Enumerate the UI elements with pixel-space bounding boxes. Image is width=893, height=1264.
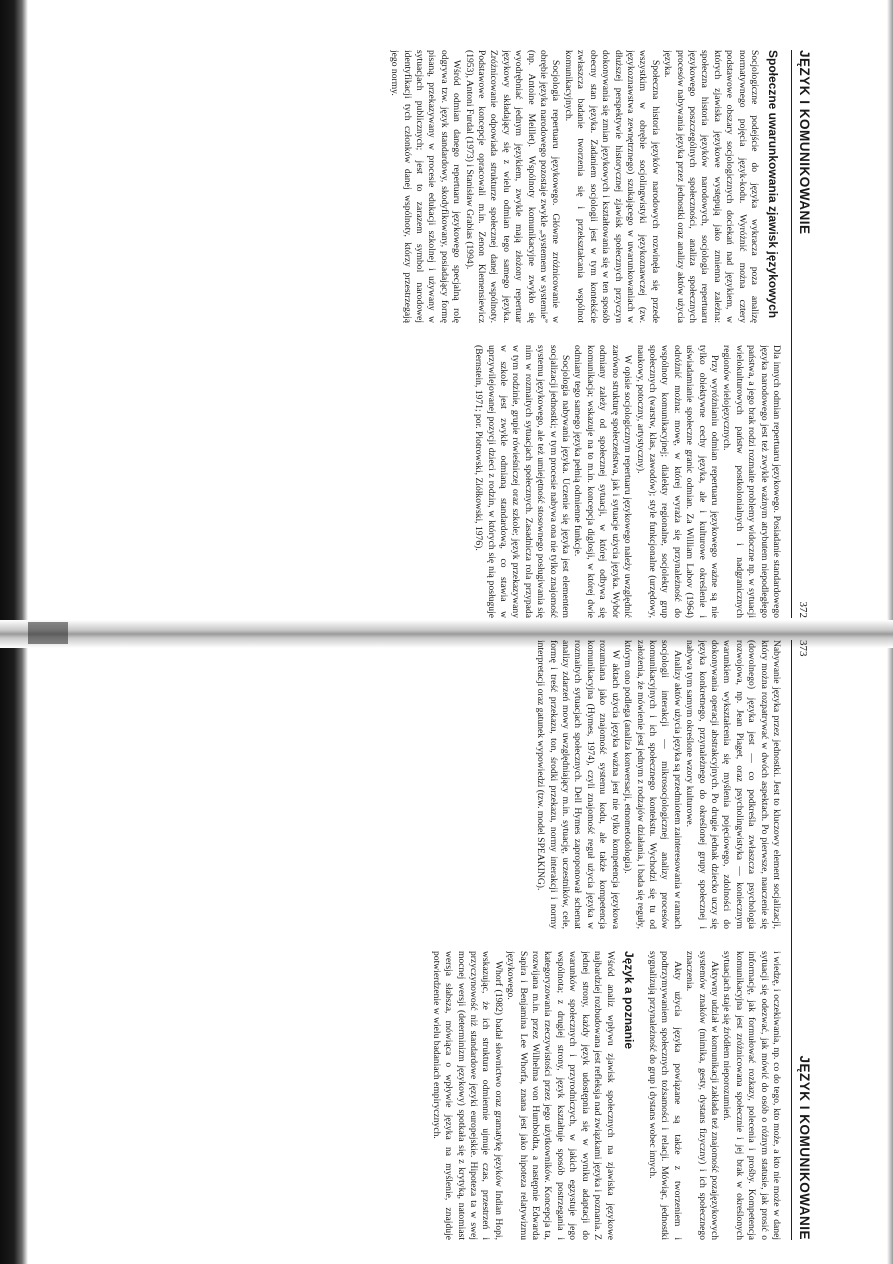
section-title: Społeczne uwarunkowania zjawisk językowych bbox=[766, 50, 780, 319]
text-columns bbox=[112, 50, 782, 618]
running-head: JĘZYK I KOMUNIKOWANIE bbox=[797, 1055, 812, 1240]
paragraph: Nabywanie języka przez jednostki. Jest to kluczowy element socjalizacji, który można rozpatrywać w dwóch aspektach. Po pierwsze, nauczenie się (dowolnego) języka jest — co podkreśla zwłaszcza psychologia rozwojowa, np. Jean Piaget, oraz psycholingwistyka — koniecznym warunkiem wykształcenia się myślenia pojęciowego, zdolności do dokonywania operacji abstrakcyjnych. Po drugie jednak dziecko uczy się języka konkretnego, przynależnego do określonej grupy społecznej i nabywa tym samym określone wzory kulturowe. bbox=[684, 640, 782, 929]
paragraph: Przy wyróżnianiu odmian repertuaru językowego ważne są nie tylko obiektywne cechy języka, ale i kulturowe określenie i uświadamianie społeczne granic odmian. Za William Labov (1964) odróżnić można: mowę, w której wyraża się przynależność do wspólnoty komunikacyjnej; dialekty regionalne, socjolekty grup społecznych (warstw, klas, zawodów); style funkcjonalne (urzędowy, naukowy, potoczny, artystyczny). bbox=[634, 345, 720, 618]
header-rule bbox=[791, 640, 792, 1240]
paragraph: Wśród analiz wpływu zjawisk społecznych na zjawiska językowe najbardziej rozbudowana jest refleksja nad związkami języka i poznania. Z jednej strony, każdy język udostępnia się w wyniku adaptacji do warunków społecznych i przyrodniczych, w jakich egzystuje jego wspólnota; z drugiej strony, język kształtuje sposób postrzegania i kategoryzowania rzeczywistości przez jego użytkowników. Koncepcja ta, rozwijana m.in. przez Wilhelma von Humboldta, a następnie Edwarda Sapira i Benjamina Lee Whorfa, znana jest jako hipoteza relatywizmu językowego. bbox=[505, 951, 616, 1240]
paragraph: Akty użycia języka powiązane są także z tworzeniem i podtrzymywaniem społecznych tożsamości i relacji. Mówiąc, jednostki sygnalizują przynależność do grup i dystans wobec innych. bbox=[646, 951, 683, 1240]
page-373 bbox=[112, 640, 812, 1240]
paragraph: Socjologia nabywania języka. Uczenie się języka jest elementem socjalizacji jednostki; w tym procesie nabywa ona nie tylko znajomość systemu językowego, ale też umiejętność stosownego posługiwania się nim w rozmaitych sytuacjach społecznych. Zasadnicza rola przypada w tym rodzinie, grupie rówieśniczej oraz szkole; język przekazywany w szkole jest zwykle odmianą standardową, co stawia w uprzywilejowanej pozycji dzieci z rodzin, w których się nią posługuje (Bernstein, 1971; por. Piotrowski, Ziółkowski, 1976). bbox=[473, 345, 572, 618]
paragraph: Socjologia repertuaru językowego. Główne zróżnicowanie w obrębie języka narodowego pozostaje zwykle „systemem w systemie” (np. Antoine Meillet). Wspólnoty komunikacyjne zwykło się wyodrębniać jednym językiem, zwykle mają złożony repertuar językowy składający się z wielu odmian tego samego języka. Zróżnicowanie odpowiada strukturze społecznej danej wspólnoty. Podstawowe koncepcje opracowali m.in. Zenon Klemensiewicz (1953), Antoni Furdal (1973) i Stanisław Grabias (1994). bbox=[463, 50, 562, 323]
paragraph: Dla innych odmian repertuaru językowego. Posiadanie standardowego języka narodowego jest też zwykle ważnym atrybutem niepodległego państwa, a jego brak rodzi rozmaite problemy widoczne np. w sytuacji wielokulturowych państw postkolonialnych i nadgranicznych regionów wielojęzycznych. bbox=[721, 345, 782, 618]
text-columns bbox=[112, 640, 782, 1240]
running-head: JĘZYK I KOMUNIKOWANIE bbox=[797, 50, 812, 235]
paragraph: Analizy aktów użycia języka są przedmiotem zainteresowania w ramach socjologii interakcji — mikrosocjologicznej analizy procesów komunikacyjnych i ich społecznego kontekstu. Wychodzi się tu od założenia, że mówienie jest jednym z rodzajów działania, i bada się reguły, którym ono podlega (analiza konwersacji, etnometodologia). bbox=[622, 640, 683, 929]
left-column bbox=[112, 640, 782, 929]
page-number: 372 bbox=[797, 601, 809, 618]
paragraph: W opisie socjologicznym repertuaru językowego należy uwzględnić zarówno strukturę społeczeństwa, jak i sytuacje użycia języka. Wybór odmiany zależy od społecznej sytuacji, w której odbywa się komunikacja; wskazuje na to m.in. koncepcja diglosji, w której dwie odmiany tego samego języka pełnią odmienne funkcje. bbox=[572, 345, 634, 618]
page-372 bbox=[112, 50, 812, 618]
spine-dark-mark bbox=[28, 622, 68, 644]
paragraph: Społeczna historia języków narodowych rozwinęła się przede wszystkim w obrębie socjolingwistyki językoznawczej (zw. językoznawstwa zewnętrznego) szukającego w uwarunkowaniach w dłuższej perspektywie historycznej zjawisk społecznych przyczyn dokonywania się zmian językowych i kształtowania się w ten sposób obecny stan języka. Zadaniem socjologii jest w tym kontekście zwłaszcza badanie tworzenia się i przekształcania wspólnot komunikacyjnych. bbox=[562, 50, 661, 323]
right-column bbox=[112, 951, 782, 1240]
paragraph: Socjologiczne podejście do języka wykracza poza analizę normatywnego pojęcia język-kodu. Wyróżnić można cztery podstawowe obszary socjologicznych dociekań nad językiem, w których zjawiska językowe występują jako zmienna zależna: społeczna historia języków narodowych, socjologia repertuaru językowego poszczególnych społeczności, analiza społecznych procesów nabywania języka przez jednostki oraz analizy aktów użycia języka. bbox=[662, 50, 760, 323]
header-rule bbox=[791, 50, 792, 618]
paragraph: W aktach użycia języka ważna jest nie tylko kompetencja językowa rozumiana jako znajomość systemu kodu, ale także kompetencja komunikacyjna (Hymes, 1974), czyli znajomość reguł użycia języka w rozmaitych sytuacjach społecznych. Dell Hymes zaproponował schemat analizy zdarzeń mowy uwzględniający m.in. sytuację, uczestników, cele, formę i treść przekazu, ton, środki przekazu, normy interakcji i normy interpretacji oraz gatunek wypowiedzi (tzw. model SPEAKING). bbox=[535, 640, 621, 929]
paragraph: Wśród odmian danego repertuaru językowego specjalną rolę odgrywa tzw. język standardowy, skodyfikowany, posiadający formę pisaną, przekazywany w procesie edukacji szkolnej i używany w sytuacjach publicznych; jest to zarazem symbol narodowej identyfikacji tych członków danej wspólnoty, którzy przestrzegają jego normy. bbox=[389, 50, 463, 323]
right-column bbox=[112, 345, 782, 618]
paragraph: Aktywny udział w komunikacji zakłada też znajomość pozajęzykowych systemów znaków (mimika, gesty, dystans fizyczny) i ich społecznego znaczenia. bbox=[684, 951, 720, 1240]
page-number: 373 bbox=[797, 640, 809, 657]
paragraph: Whorf (1982) badał słownictwo oraz gramatykę języków Indian Hopi, wskazując, że ich struktura odmiennie ujmuje czas, przestrzeń i przyczynowość niż standardowe języki europejskie. Hipoteza ta w swej mocnej wersji (determinizm językowy) spotkała się z krytyką, natomiast wersja słabsza, mówiąca o wpływie języka na myślenie, znajduje potwierdzenie w wielu badaniach empirycznych. bbox=[430, 951, 504, 1240]
section-title: Język a poznanie bbox=[621, 951, 636, 1050]
paragraph: i wiedzę, i oczekiwania, np. co do tego, kto może, a kto nie może w danej sytuacji się odezwać, jak mówić do osób o różnym statusie, jak prosić o informację, jak formułować rozkazy, polecenia i prośby. Kompetencja komunikacyjna jest zróżnicowana społecznie i jej brak w określonych sytuacjach staje się źródłem nieporozumień. bbox=[721, 951, 782, 1240]
left-column bbox=[112, 50, 782, 323]
